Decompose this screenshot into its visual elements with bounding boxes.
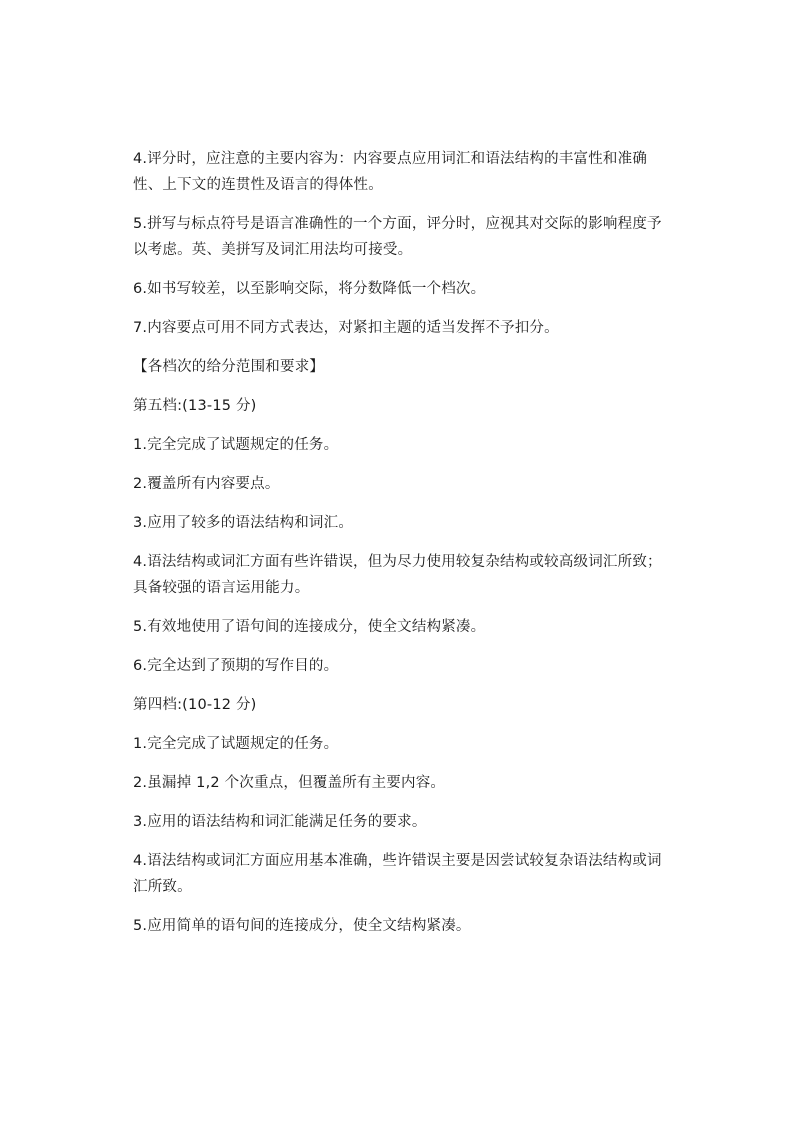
grade-four-item-1: 1.完全完成了试题规定的任务。 [133, 736, 339, 752]
grade-five-item-2: 2.覆盖所有内容要点。 [133, 476, 280, 492]
paragraph-scoring-content: 4.评分时，应注意的主要内容为：内容要点应用词汇和语法结构的丰富性和准确性、上下文的连贯性及语言的得体性。 [133, 151, 648, 193]
grade-four-item-3: 3.应用的语法结构和词汇能满足任务的要求。 [133, 814, 427, 830]
grade-four-item-5: 5.应用简单的语句间的连接成分，使全文结构紧凑。 [133, 918, 471, 934]
grade-five-heading: 第五档:(13-15 分) [133, 398, 257, 414]
grade-four-heading: 第四档:(10-12 分) [133, 697, 257, 713]
grade-five-item-1: 1.完全完成了试题规定的任务。 [133, 437, 339, 453]
grade-five-item-6: 6.完全达到了预期的写作目的。 [133, 658, 339, 674]
document-body [133, 146, 663, 952]
grade-five-item-3: 3.应用了较多的语法结构和词汇。 [133, 515, 354, 531]
paragraph-spelling-punctuation: 5.拼写与标点符号是语言准确性的一个方面，评分时，应视其对交际的影响程度予以考虑。英、美拼写及词汇用法均可接受。 [133, 216, 662, 258]
paragraph-content-expression: 7.内容要点可用不同方式表达，对紧扣主题的适当发挥不予扣分。 [133, 320, 559, 336]
grade-five-item-4: 4.语法结构或词汇方面有些许错误，但为尽力使用较复杂结构或较高级词汇所致；具备较强的语言运用能力。 [133, 554, 662, 596]
grade-four-item-4: 4.语法结构或词汇方面应用基本准确，些许错误主要是因尝试较复杂语法结构或词汇所致。 [133, 853, 662, 895]
paragraph-handwriting: 6.如书写较差，以至影响交际，将分数降低一个档次。 [133, 281, 486, 297]
grade-four-item-2: 2.虽漏掉 1,2 个次重点，但覆盖所有主要内容。 [133, 775, 446, 791]
section-heading-grade-ranges: 【各档次的给分范围和要求】 [133, 359, 325, 375]
grade-five-item-5: 5.有效地使用了语句间的连接成分，使全文结构紧凑。 [133, 619, 486, 635]
